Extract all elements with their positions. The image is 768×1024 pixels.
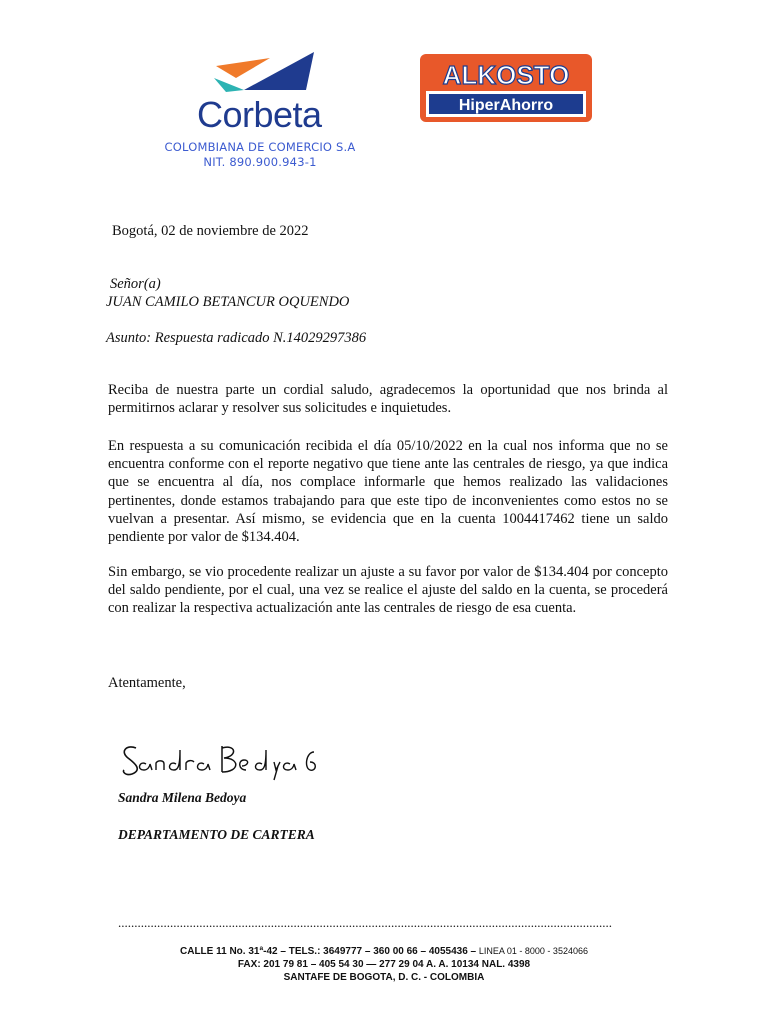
letter-date: Bogotá, 02 de noviembre de 2022 xyxy=(112,223,309,239)
footer-address-bold: CALLE 11 No. 31ª-42 – TELS.: 3649777 – 360 00 66 – 4055436 – xyxy=(180,946,477,957)
handwritten-signature xyxy=(118,730,318,785)
signer-name: Sandra Milena Bedoya xyxy=(118,790,247,805)
closing: Atentamente, xyxy=(108,675,186,691)
alkosto-logo xyxy=(420,54,592,122)
company-name: COLOMBIANA DE COMERCIO S.A xyxy=(164,140,356,154)
footer-dotted-line: ........................................................................................................................................................ xyxy=(118,915,612,930)
paragraph-3: Sin embargo, se vio procedente realizar un ajuste a su favor por valor de $134.404 por concepto del saldo pendiente, por el cual, una vez se realice el ajuste del saldo en la cuenta, se procederá con realizar la respectiva actualización ante las centrales de riesgo de esa cuenta. xyxy=(108,564,668,617)
alkosto-bottom-text: HiperAhorro xyxy=(458,97,554,114)
company-info xyxy=(140,140,380,170)
paragraph-2: En respuesta a su comunicación recibida el día 05/10/2022 en la cual nos informa que no se encuentra conforme con el reporte negativo que tiene ante las centrales de riesgo, ya que indica que se encuentra al día, nos complace informarle que hemos realizado las validaciones pertinentes, donde estamos trabajando para que este tipo de inconvenientes como estos no se vuelvan a presentar. Así mismo, se evidencia que en la cuenta 1004417462 tiene un saldo pendiente por valor de $134.404. xyxy=(108,438,668,546)
footer-fax-line: FAX: 201 79 81 – 405 54 30 — 277 29 04 A. A. 10134 NAL. 4398 xyxy=(237,959,531,970)
corbeta-wordmark: Corbeta xyxy=(197,94,322,135)
salutation: Señor(a) xyxy=(110,276,161,292)
corbeta-sail-orange xyxy=(216,58,270,78)
footer-address-line xyxy=(0,946,768,957)
recipient-name: JUAN CAMILO BETANCUR OQUENDO xyxy=(106,294,350,310)
paragraph-1: Reciba de nuestra parte un cordial saludo, agradecemos la oportunidad que nos brinda al permitirnos aclarar y resolver sus solicitudes e inquietudes. xyxy=(108,382,668,417)
department-name: DEPARTAMENTO DE CARTERA xyxy=(118,827,315,842)
corbeta-sail-blue xyxy=(244,52,314,90)
company-nit: NIT. 890.900.943-1 xyxy=(203,155,317,169)
alkosto-top-text: ALKOSTO xyxy=(442,60,570,90)
footer-city-line: SANTAFE DE BOGOTA, D. C. - COLOMBIA xyxy=(283,972,485,983)
subject-line: Asunto: Respuesta radicado N.14029297386 xyxy=(106,330,367,346)
footer-toll-free: LINEA 01 - 8000 - 3524066 xyxy=(478,946,588,956)
corbeta-hull-teal xyxy=(214,78,244,92)
